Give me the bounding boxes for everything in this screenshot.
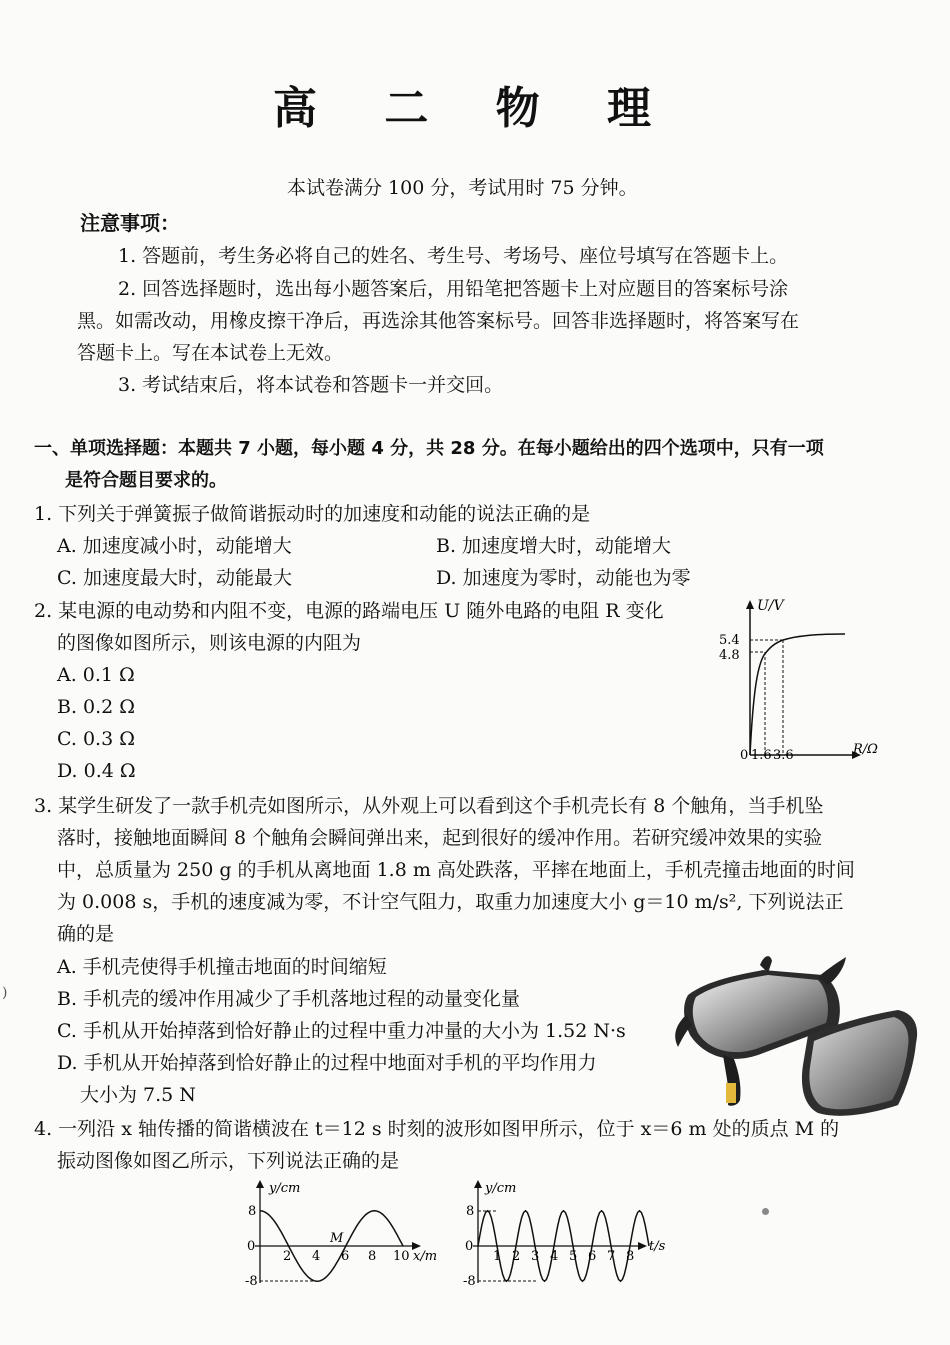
wave-tick-8: 8 xyxy=(368,1249,377,1264)
q2-stem-1: 2. 某电源的电动势和内阻不变，电源的路端电压 U 随外电路的电阻 R 变化 xyxy=(34,600,664,622)
wave-tick-10: 10 xyxy=(393,1249,410,1264)
q1-option-d: D. 加速度为零时，动能也为零 xyxy=(436,567,691,589)
q4-stem-1: 4. 一列沿 x 轴传播的简谐横波在 t＝12 s 时刻的波形如图甲所示，位于 x＝6 m 处的质点 M 的 xyxy=(34,1118,840,1140)
q1-option-b: B. 加速度增大时，动能增大 xyxy=(436,535,672,557)
q3-stem-4: 为 0.008 s，手机的速度减为零，不计空气阻力，取重力加速度大小 g＝10 m/s², 下列说法正 xyxy=(57,891,844,913)
q3-stem-1: 3. 某学生研发了一款手机壳如图所示，从外观上可以看到这个手机壳长有 8 个触角，当手机坠 xyxy=(34,795,824,817)
q3-stem-5: 确的是 xyxy=(57,923,115,945)
q1-option-c: C. 加速度最大时，动能最大 xyxy=(57,567,292,589)
wave-ymax-label: 8 xyxy=(248,1204,257,1219)
speck xyxy=(762,1208,769,1215)
notice-line-1: 1. 答题前，考生务必将自己的姓名、考生号、考场号、座位号填写在答题卡上。 xyxy=(118,245,789,267)
vib-y-label: y/cm xyxy=(485,1181,517,1196)
q3-option-d: D. 手机从开始掉落到恰好静止的过程中地面对手机的平均作用力 xyxy=(57,1052,597,1074)
tick-1-6: 1.6 xyxy=(751,748,772,763)
wave-x-label: x/m xyxy=(413,1249,438,1264)
vib-x-label: t/s xyxy=(649,1239,666,1254)
r-axis-label: R/Ω xyxy=(853,742,878,757)
vib-tick-1: 1 xyxy=(493,1249,502,1264)
q2-option-a: A. 0.1 Ω xyxy=(57,664,135,686)
u-axis-arrow xyxy=(746,600,754,609)
tick-5-4: 5.4 xyxy=(719,633,740,648)
phone-case-photo xyxy=(668,955,930,1120)
u-r-curve xyxy=(750,634,845,755)
wave-point-m: M xyxy=(330,1231,344,1246)
wave-ymin-label: -8 xyxy=(245,1274,258,1288)
tick-4-8: 4.8 xyxy=(719,648,740,663)
vib-tick-4: 4 xyxy=(550,1249,559,1264)
vib-ymin-label: -8 xyxy=(463,1274,476,1288)
vib-y-arrow xyxy=(474,1180,482,1188)
vib-origin-label: 0 xyxy=(465,1239,474,1254)
q3-option-b: B. 手机壳的缓冲作用减少了手机落地过程的动量变化量 xyxy=(57,988,521,1010)
notice-line-3: 黑。如需改动，用橡皮擦干净后，再选涂其他答案标号。回答非选择题时，将答案写在 xyxy=(77,310,800,332)
q2-option-d: D. 0.4 Ω xyxy=(57,760,136,782)
exam-intro: 本试卷满分 100 分，考试用时 75 分钟。 xyxy=(287,177,638,199)
notice-line-5: 3. 考试结束后，将本试卷和答题卡一并交回。 xyxy=(118,374,504,396)
q3-option-c: C. 手机从开始掉落到恰好静止的过程中重力冲量的大小为 1.52 N·s xyxy=(57,1020,626,1042)
u-r-graph xyxy=(715,595,895,770)
vib-x-arrow xyxy=(638,1242,647,1250)
notice-line-4: 答题卡上。写在本试卷上无效。 xyxy=(77,342,344,364)
wave-y-label: y/cm xyxy=(269,1181,301,1196)
q2-option-b: B. 0.2 Ω xyxy=(57,696,136,718)
antenna-tip xyxy=(726,1083,736,1103)
q1-option-a: A. 加速度减小时，动能增大 xyxy=(57,535,292,557)
q4-stem-2: 振动图像如图乙所示，下列说法正确的是 xyxy=(57,1150,400,1172)
section-1-heading: 一、单项选择题：本题共 7 小题，每小题 4 分，共 28 分。在每小题给出的四个选项中，只有一项 xyxy=(34,438,824,459)
wave-tick-6: 6 xyxy=(341,1249,350,1264)
vib-tick-7: 7 xyxy=(607,1249,616,1264)
q3-option-a: A. 手机壳使得手机撞击地面的时间缩短 xyxy=(57,956,387,978)
q2-option-c: C. 0.3 Ω xyxy=(57,728,135,750)
vib-ymax-label: 8 xyxy=(466,1204,475,1219)
vib-tick-2: 2 xyxy=(512,1249,521,1264)
origin-label: 0 xyxy=(740,748,749,763)
section-1-heading-cont: 是符合题目要求的。 xyxy=(65,470,227,491)
u-axis-label: U/V xyxy=(757,598,784,614)
tick-3-6: 3.6 xyxy=(773,748,794,763)
margin-mark: ) xyxy=(2,985,8,1001)
vib-tick-6: 6 xyxy=(588,1249,597,1264)
vib-tick-3: 3 xyxy=(531,1249,540,1264)
q3-stem-3: 中，总质量为 250 g 的手机从离地面 1.8 m 高处跌落，平摔在地面上，手机壳撞击地面的时间 xyxy=(57,859,855,881)
vib-tick-8: 8 xyxy=(626,1249,635,1264)
vibration-graph xyxy=(463,1178,673,1288)
vib-tick-5: 5 xyxy=(569,1249,578,1264)
notice-line-2: 2. 回答选择题时，选出每小题答案后，用铅笔把答题卡上对应题目的答案标号涂 xyxy=(118,278,789,300)
page-title: 高 二 物 理 xyxy=(273,83,677,134)
wave-origin-label: 0 xyxy=(247,1239,256,1254)
wave-tick-2: 2 xyxy=(283,1249,292,1264)
q3-stem-2: 落时，接触地面瞬间 8 个触角会瞬间弹出来，起到很好的缓冲作用。若研究缓冲效果的实验 xyxy=(57,827,823,849)
q2-stem-2: 的图像如图所示，则该电源的内阻为 xyxy=(57,632,362,654)
q3-option-d-cont: 大小为 7.5 N xyxy=(80,1084,196,1106)
wave-graph xyxy=(245,1178,455,1288)
wave-tick-4: 4 xyxy=(312,1249,321,1264)
q1-stem: 1. 下列关于弹簧振子做简谐振动时的加速度和动能的说法正确的是 xyxy=(34,503,591,525)
notice-heading: 注意事项： xyxy=(80,211,180,235)
wave-y-arrow xyxy=(256,1180,264,1188)
